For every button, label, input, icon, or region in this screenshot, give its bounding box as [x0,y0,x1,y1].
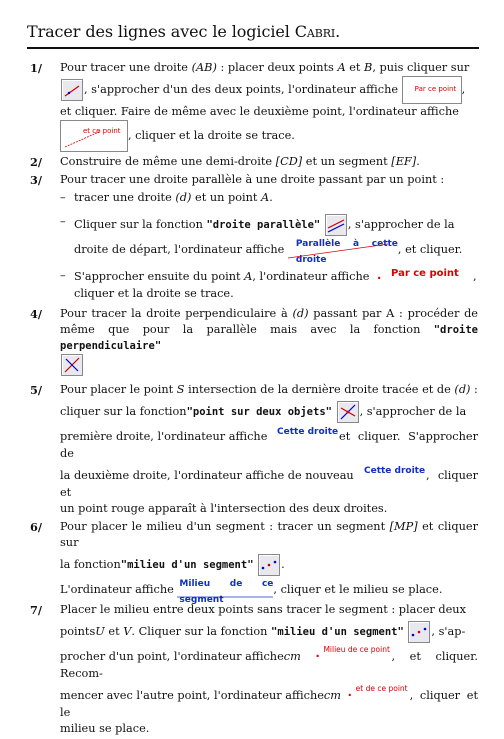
instructions [30,60,478,739]
tooltip-milieu-segment: Milieu de ce segment [179,579,274,605]
step-4: 4/ Pour tracer la droite perpendiculaire à (d) passant par A : procéder de même que pour la parallèle mais avec la fonction "droite perpendiculaire" [30,306,478,376]
step-5: 5/ Pour placer le point S intersection de la dernière droite tracée et de (d) : cliquer sur la fonction"point sur deux objets" , s'approcher de la première droite, l'ordinateur affiche Cette droite et cliquer. S'approcher de la deuxième droite, l'ordinateur affiche de nouveau Cette droite , cliquer et un point rouge apparaît à l'intersection des deux droites. [30,383,478,515]
step-3-sub-1: – tracer une droite (d) et un point A. [60,191,273,204]
tooltip-et-ce-point: et ce point [60,120,128,152]
step-6: 6/ Pour placer le milieu d'un segment : tracer un segment [MP] et cliquer sur la fonction"milieu d'un segment" . L'ordinateur affiche Milieu de ce segment , cliquer et le milieu se place. [30,520,478,605]
midpoint-tool-icon-2[interactable] [408,621,430,643]
title-rule [27,47,479,49]
step-1: 1/ Pour tracer une droite (AB) : placer deux points A et B, puis cliquer sur , s'approcher d'un des deux points, l'ordinateur affiche Par ce point , et cliquer. Faire de même avec le deuxième point, l'ordinateur affiche et ce point , cliquer et la droite se trace. [30,60,478,152]
tooltip-milieu-point: . Milieu de ce point [315,645,390,660]
line-tool-icon[interactable] [61,79,83,101]
step-2: 2/ Construire de même une demi-droite [CD] et un segment [EF]. [30,155,420,169]
step-3-sub-3: – S'approcher ensuite du point A, l'ordinateur affiche . Par ce point , cliquer et la droite se trace. [60,268,477,300]
tooltip-par-ce-point: Par ce point [402,76,462,104]
intersection-point-tool-icon[interactable] [337,401,359,423]
tooltip-cette-droite: Cette droite [277,427,339,437]
parallel-line-tool-icon[interactable] [325,214,347,236]
tooltip-parallele: Parallèle à cette droite [288,240,398,260]
step-3: 3/ Pour tracer une droite parallèle à une droite passant par un point : – tracer une droite (d) et un point A. – Cliquer sur la fonction "droite parallèle" , s'approcher de la droite de départ, l'ordinateur affiche Parallèle à cette droite , et cliquer. – S'approcher ensuite du point A, l'ordinateur affiche . Par ce point , cliquer et la droite se trace. [30,173,477,300]
tooltip-cette-droite-2: Cette droite [363,466,426,476]
step-7: 7/ Placer le milieu entre deux points sans tracer le segment : placer deux pointsU et V. Cliquer sur la fonction "milieu d'un segment" , s'ap- procher d'un point, l'ordinateur affichecm . Milieu de ce point , et cliquer. Recom- mencer avec l'autre point, l'ordinateur affichecm . et de ce point , cliquer et le milieu se place. [30,603,478,735]
midpoint-tool-icon[interactable] [258,554,280,576]
tooltip-et-de-ce-point: . et de ce point [347,684,408,699]
page-title: Tracer des lignes avec le logiciel Cabri. [27,22,341,41]
step-3-sub-2: – Cliquer sur la fonction "droite parallèle" , s'approcher de la droite de départ, l'ordinateur affiche Parallèle à cette droite , et cliquer. [60,215,463,265]
tooltip-par-ce-point-2: . Par ce point [377,268,459,282]
perpendicular-line-tool-icon[interactable] [61,354,83,376]
